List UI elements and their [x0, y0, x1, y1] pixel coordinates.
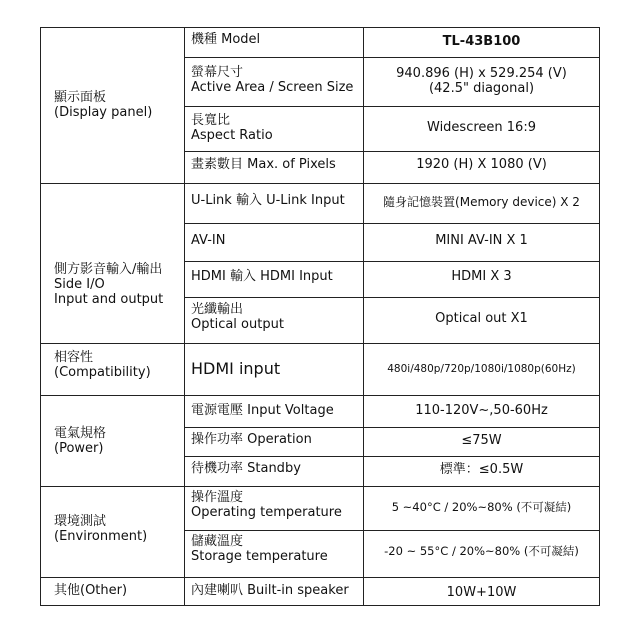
- label-av-in: AV-IN: [191, 233, 226, 248]
- row-divider: [184, 261, 600, 262]
- label-builtin-speaker: 內建喇叭 Built-in speaker: [191, 583, 349, 598]
- row-divider: [184, 57, 600, 58]
- spec-table: [40, 27, 600, 606]
- label-model: 機種 Model: [191, 32, 261, 47]
- category-divider: [184, 27, 185, 606]
- section-divider: [40, 486, 600, 487]
- value-operating-temp: 5 ~40°C / 20%~80% (不可凝結): [391, 500, 572, 514]
- value-screen-size: 940.896 (H) x 529.254 (V) (42.5" diagonal): [396, 66, 567, 96]
- label-max-pixels: 畫素數目 Max. of Pixels: [191, 157, 336, 172]
- value-hdmi-input: HDMI X 3: [451, 269, 512, 284]
- row-divider: [184, 427, 600, 428]
- label-screen-size: 螢幕尺寸 Active Area / Screen Size: [191, 65, 354, 95]
- section-divider: [40, 343, 600, 344]
- category-other: 其他(Other): [54, 583, 128, 598]
- row-divider: [184, 223, 600, 224]
- value-input-voltage: 110-120V~,50-60Hz: [415, 403, 548, 418]
- row-divider: [184, 297, 600, 298]
- label-input-voltage: 電源電壓 Input Voltage: [191, 403, 334, 418]
- value-model: TL-43B100: [442, 34, 521, 49]
- category-compatibility: 相容性 (Compatibility): [54, 350, 151, 380]
- category-power: 電氣規格 (Power): [54, 426, 107, 456]
- label-optical-output: 光纖輸出 Optical output: [191, 302, 284, 332]
- value-builtin-speaker: 10W+10W: [446, 585, 517, 600]
- label-storage-temp: 儲藏溫度 Storage temperature: [191, 534, 328, 564]
- label-aspect-ratio: 長寬比 Aspect Ratio: [191, 113, 273, 143]
- value-operation-power: ≤75W: [461, 433, 502, 448]
- category-side-io: 側方影音輸入/輸出 Side I/O Input and output: [54, 262, 164, 307]
- value-standby-power: 標準：≤0.5W: [439, 462, 524, 477]
- section-divider: [40, 395, 600, 396]
- category-environment: 環境測試 (Environment): [54, 514, 148, 544]
- value-storage-temp: -20 ~ 55°C / 20%~80% (不可凝結): [384, 544, 579, 558]
- value-ulink-input: 隨身記憶裝置(Memory device) X 2: [383, 195, 580, 209]
- value-aspect-ratio: Widescreen 16:9: [427, 120, 536, 135]
- label-operation-power: 操作功率 Operation: [191, 432, 312, 447]
- label-hdmi-compat: HDMI input: [191, 359, 281, 378]
- row-divider: [184, 106, 600, 107]
- value-optical-output: Optical out X1: [435, 311, 528, 326]
- label-standby-power: 待機功率 Standby: [191, 461, 301, 476]
- label-operating-temp: 操作溫度 Operating temperature: [191, 490, 342, 520]
- row-divider: [184, 456, 600, 457]
- value-av-in: MINI AV-IN X 1: [435, 233, 528, 248]
- value-max-pixels: 1920 (H) X 1080 (V): [416, 157, 547, 172]
- row-divider: [184, 530, 600, 531]
- value-hdmi-compat: 480i/480p/720p/1080i/1080p(60Hz): [387, 363, 576, 375]
- section-divider: [40, 577, 600, 578]
- section-divider: [40, 183, 600, 184]
- row-divider: [184, 151, 600, 152]
- label-hdmi-input: HDMI 輸入 HDMI Input: [191, 269, 333, 284]
- category-display-panel: 顯示面板 (Display panel): [54, 90, 153, 120]
- label-ulink-input: U-Link 輸入 U-Link Input: [191, 193, 345, 208]
